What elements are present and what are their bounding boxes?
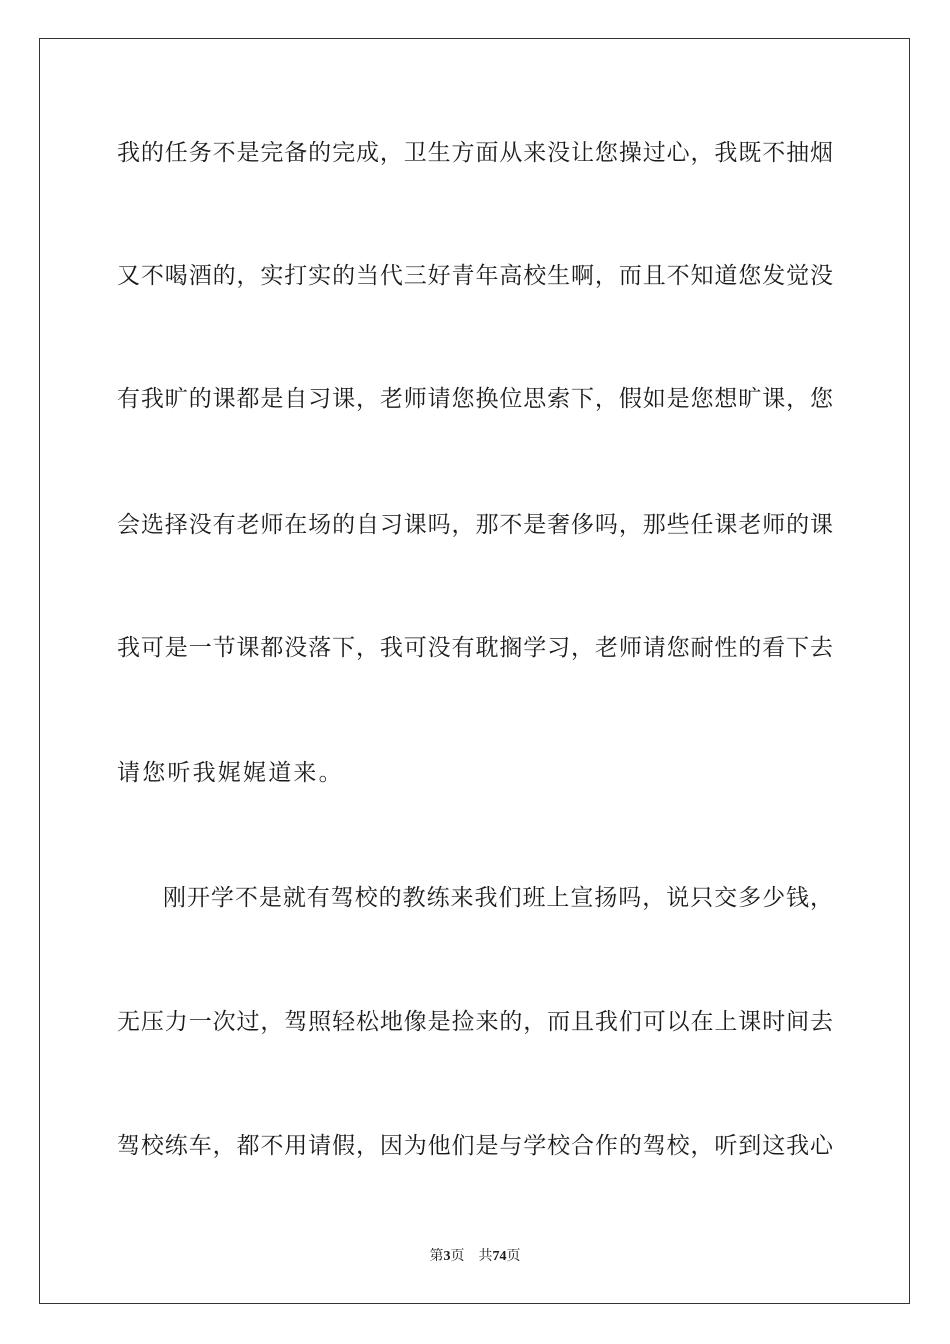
body-line-5: 我可是一节课都没落下，我可没有耽搁学习，老师请您耐性的看下去 — [117, 635, 833, 661]
body-line-1: 我的任务不是完备的完成，卫生方面从来没让您操过心，我既不抽烟 — [117, 140, 833, 166]
body-line-4: 会选择没有老师在场的自习课吗，那不是奢侈吗，那些任课老师的课 — [117, 512, 833, 538]
footer-page-suffix: 页 — [450, 1249, 465, 1264]
footer-total-prefix: 共 — [478, 1249, 493, 1264]
body-line-8: 无压力一次过，驾照轻松地像是捡来的，而且我们可以在上课时间去 — [117, 1009, 833, 1035]
footer-page-prefix: 第 — [429, 1249, 444, 1264]
footer-page-number: 3 — [443, 1249, 451, 1264]
footer-total-pages: 74 — [492, 1249, 507, 1264]
body-line-3: 有我旷的课都是自习课，老师请您换位思索下，假如是您想旷课，您 — [117, 386, 833, 412]
body-line-7: 刚开学不是就有驾校的教练来我们班上宣扬吗，说只交多少钱， — [163, 885, 833, 911]
page-border — [39, 38, 910, 1304]
body-line-2: 又不喝酒的，实打实的当代三好青年高校生啊，而且不知道您发觉没 — [117, 263, 833, 289]
footer-total-suffix: 页 — [506, 1249, 521, 1264]
body-line-9: 驾校练车，都不用请假，因为他们是与学校合作的驾校，听到这我心 — [117, 1133, 833, 1159]
page-footer — [0, 1247, 950, 1267]
body-line-6: 请您听我娓娓道来。 — [117, 760, 344, 786]
